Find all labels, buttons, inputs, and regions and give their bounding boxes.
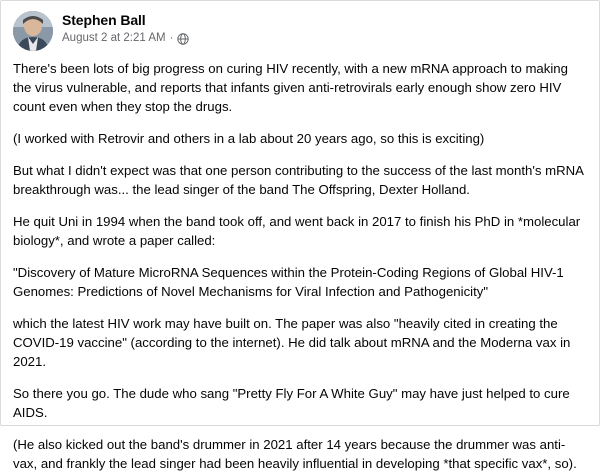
meta-separator: · [169, 32, 174, 44]
post-paragraph: which the latest HIV work may have built on. The paper was also "heavily cited in creating the COVID-19 vaccine" (according to the internet). He did talk about mRNA and the Moderna vax in 2021. [13, 316, 571, 369]
post-header-text [62, 11, 189, 46]
author-name[interactable]: Stephen Ball [62, 12, 146, 28]
avatar[interactable] [13, 11, 53, 51]
post-body [13, 59, 587, 473]
post-header [13, 11, 587, 53]
post-paragraph: There's been lots of big progress on curing HIV recently, with a new mRNA approach to making the virus vulnerable, and reports that infants given anti-retrovirals early enough show zero HIV count even when they stop the drugs. [13, 61, 568, 114]
globe-icon[interactable] [177, 33, 189, 45]
avatar-photo [13, 11, 53, 51]
post-paragraph: He quit Uni in 1994 when the band took off, and went back in 2017 to finish his PhD in *molecular biology*, and wrote a paper called: [13, 214, 581, 248]
post-paragraph: But what I didn't expect was that one person contributing to the success of the last month's mRNA breakthrough was... the lead singer of the band The Offspring, Dexter Holland. [13, 163, 584, 197]
post-paragraph: So there you go. The dude who sang "Pretty Fly For A White Guy" may have just helped to cure AIDS. [13, 386, 570, 420]
post-paragraph: (I worked with Retrovir and others in a lab about 20 years ago, so this is exciting) [13, 131, 485, 146]
post-paragraph: (He also kicked out the band's drummer in 2021 after 14 years because the drummer was anti-vax, and frankly the lead singer had been heavily influential in developing *that specific vax*, so). [13, 437, 577, 471]
post-paragraph: "Discovery of Mature MicroRNA Sequences within the Protein-Coding Regions of Global HIV-1 Genomes: Predictions of Novel Mechanisms for Viral Infection and Pathogenicity" [13, 265, 564, 299]
post-meta [62, 31, 189, 46]
post-timestamp[interactable]: August 2 at 2:21 AM [62, 32, 166, 44]
